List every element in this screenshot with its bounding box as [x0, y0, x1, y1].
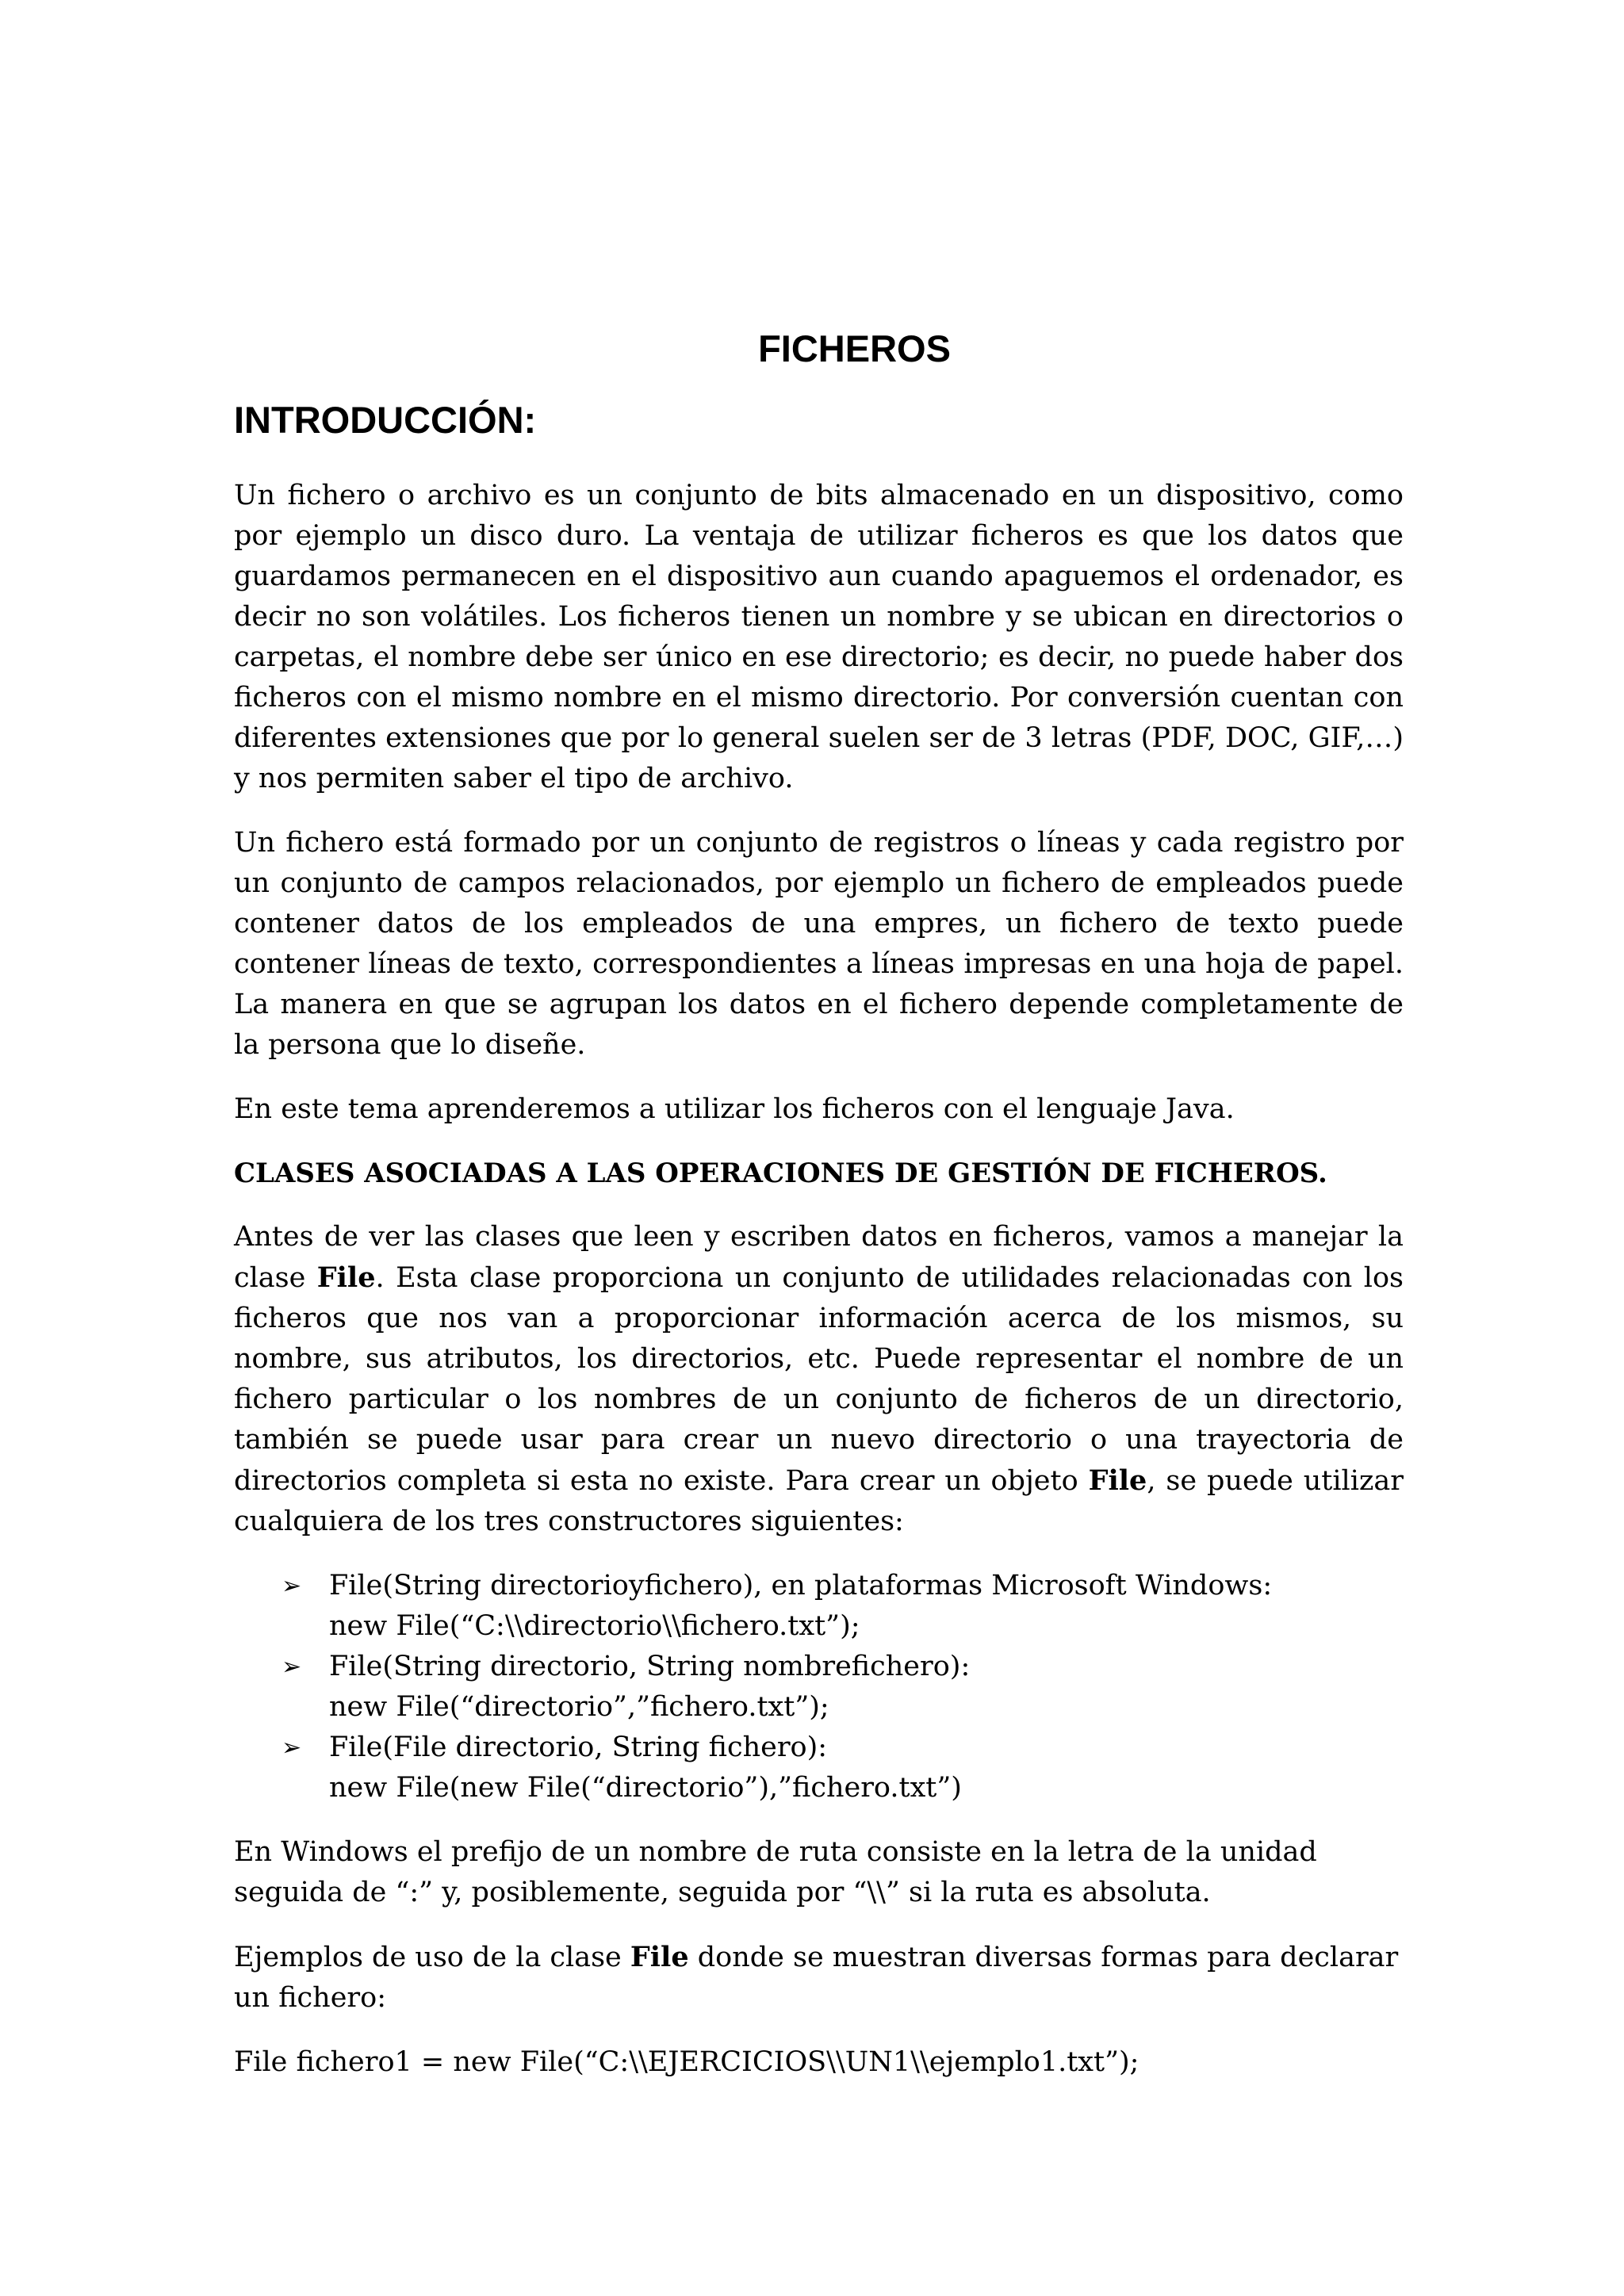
constructor-list — [234, 1566, 1404, 1808]
intro-paragraph-1: Un fichero o archivo es un conjunto de bits almacenado en un dispositivo, como por ejemplo un disco duro. La ventaja de utilizar ficheros es que los datos que guardamos permanecen en el dispositivo aun cuando apaguemos el ordenador, es decir no son volátiles. Los ficheros tienen un nombre y se ubican en directorios o carpetas, el nombre debe ser único en ese directorio; es decir, no puede haber dos ficheros con el mismo nombre en el mismo directorio. Por conversión cuentan con diferentes extensiones que por lo general suelen ser de 3 letras (PDF, DOC, GIF,…) y nos permiten saber el tipo de archivo. — [234, 480, 1404, 794]
constructor-example: new File(“directorio”,”fichero.txt”); — [329, 1691, 829, 1723]
constructor-example: new File(new File(“directorio”),”fichero.txt”) — [329, 1772, 962, 1804]
arrow-bullet-icon: ➢ — [282, 1734, 302, 1762]
example-code: File fichero1 = new File(“C:\\EJERCICIOS\\UN1\\ejemplo1.txt”); — [234, 2046, 1139, 2078]
examples-text-2: donde se muestran diversas formas para declarar un fichero: — [234, 1942, 1399, 2014]
file-class-text-1: Antes de ver las clases que leen y escriben datos en ficheros, vamos a manejar la clase — [234, 1221, 1404, 1294]
list-item — [282, 1566, 1404, 1647]
file-class-bold-2: File — [1088, 1464, 1147, 1497]
constructor-signature: File(String directorio, String nombrefichero): — [329, 1651, 971, 1682]
file-class-bold-1: File — [316, 1261, 376, 1294]
file-class-text-2: . Esta clase proporciona un conjunto de utilidades relacionadas con los ficheros que nos van a proporcionar información acerca de los mismos, su nombre, sus atributos, los directorios, etc. Puede representar el nombre de un fichero particular o los nombres de un conjunto de ficheros de un directorio, también se puede usar para crear un nuevo directorio o una trayectoria de directorios completa si esta no existe. Para crear un objeto — [234, 1262, 1404, 1497]
arrow-bullet-icon: ➢ — [282, 1653, 302, 1681]
file-class-paragraph — [234, 1217, 1404, 1542]
document-page — [234, 325, 1404, 2107]
constructor-signature: File(File directorio, String fichero): — [329, 1732, 828, 1763]
document-title: FICHEROS — [758, 327, 951, 369]
examples-bold: File — [630, 1941, 689, 1973]
constructor-signature: File(String directorioyfichero), en plataformas Microsoft Windows: — [329, 1570, 1273, 1601]
examples-intro — [234, 1937, 1404, 2019]
examples-text-1: Ejemplos de uso de la clase — [234, 1942, 630, 1973]
intro-paragraph-3: En este tema aprenderemos a utilizar los ficheros con el lenguaje Java. — [234, 1093, 1235, 1125]
intro-heading: INTRODUCCIÓN: — [234, 399, 537, 441]
windows-note: En Windows el prefijo de un nombre de ruta consiste en la letra de la unidad seguida de “:” y, posiblemente, seguida por “\\” si la ruta es absoluta. — [234, 1836, 1317, 1908]
section-heading: CLASES ASOCIADAS A LAS OPERACIONES DE GESTIÓN DE FICHEROS. — [234, 1158, 1327, 1189]
file-class-text-3: , se puede utilizar cualquiera de los tres constructores siguientes: — [234, 1465, 1404, 1537]
list-item — [282, 1647, 1404, 1728]
intro-paragraph-2: Un fichero está formado por un conjunto de registros o líneas y cada registro por un conjunto de campos relacionados, por ejemplo un fichero de empleados puede contener datos de los empleados de una empres, un fichero de texto puede contener líneas de texto, correspondientes a líneas impresas en una hoja de papel. La manera en que se agrupan los datos en el fichero depende completamente de la persona que lo diseñe. — [234, 827, 1404, 1061]
list-item — [282, 1728, 1404, 1808]
constructor-example: new File(“C:\\directorio\\fichero.txt”); — [329, 1610, 860, 1642]
arrow-bullet-icon: ➢ — [282, 1572, 302, 1600]
